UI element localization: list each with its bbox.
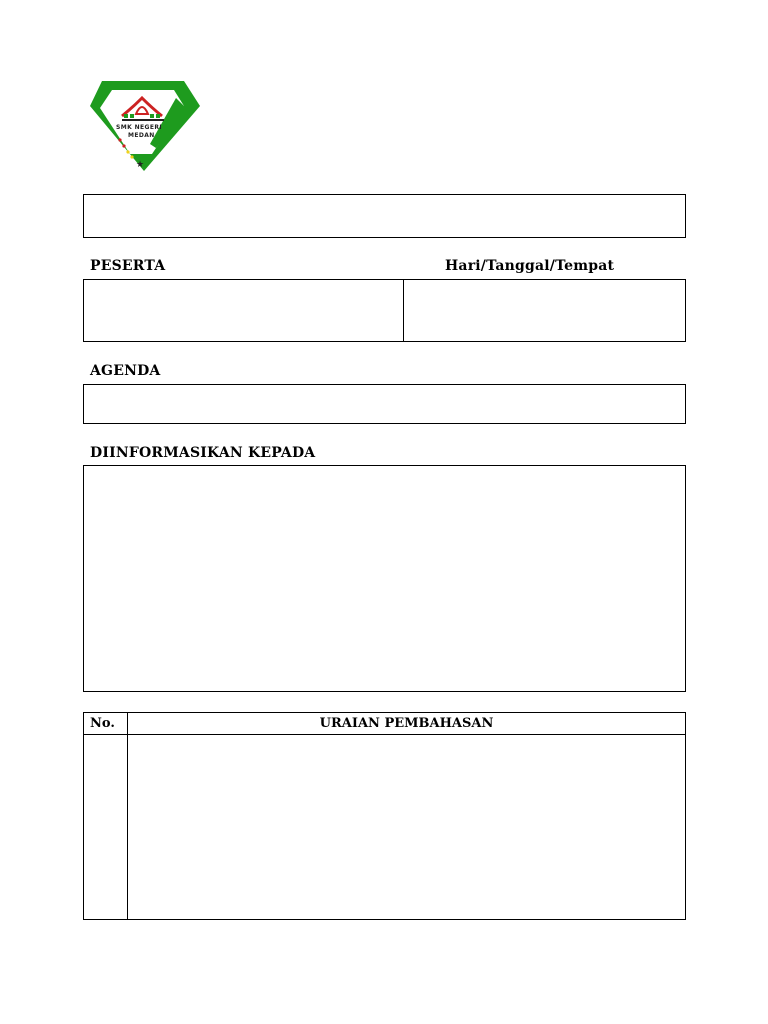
column-header-uraian: URAIAN PEMBAHASAN xyxy=(128,713,686,735)
uraian-cell xyxy=(128,735,686,920)
discussion-table xyxy=(83,712,686,920)
peserta-box xyxy=(83,279,404,342)
diinformasikan-label: DIINFORMASIKAN KEPADA xyxy=(90,445,316,461)
peserta-label: PESERTA xyxy=(90,258,166,274)
hari-tanggal-tempat-label: Hari/Tanggal/Tempat xyxy=(445,258,615,274)
no-cell xyxy=(84,735,128,920)
table-header-row xyxy=(84,713,686,735)
agenda-label: AGENDA xyxy=(90,363,161,379)
column-header-no: No. xyxy=(84,713,128,735)
school-logo-emblem xyxy=(86,78,204,174)
diinformasikan-box xyxy=(83,465,686,692)
hari-tanggal-tempat-box xyxy=(403,279,686,342)
logo-text-line1: SMK NEGERI xyxy=(116,124,163,131)
agenda-box xyxy=(83,384,686,424)
svg-text:★: ★ xyxy=(136,160,145,170)
title-box xyxy=(83,194,686,238)
school-logo xyxy=(86,78,204,174)
table-row xyxy=(84,735,686,920)
logo-text-line2: MEDAN xyxy=(128,132,155,139)
